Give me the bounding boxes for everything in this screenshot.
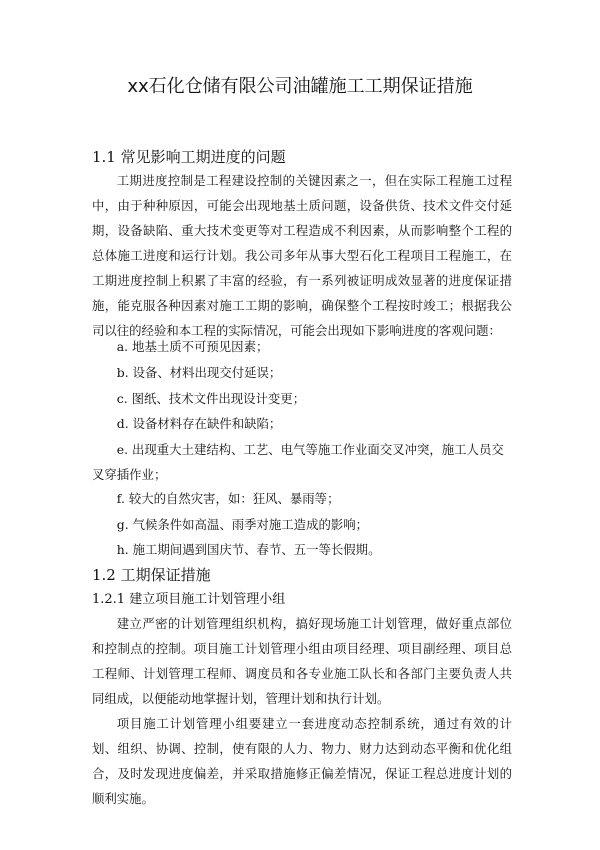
section-1-1-intro-paragraph: 工期进度控制是工程建设控制的关键因素之一，但在实际工程施工过程中，由于种种原因，可能会出现地基土质问题，设备供货、技术文件交付延期，设备缺陷、重大技术变更等对工程造成不利因素，从而影响整个工程的总体施工进度和运行计划。我公司多年从事大型石化工程项目工程施工，在工期进度控制上积累了丰富的经验，有一系列被证明成效显著的进度保证措施，能克服各种因素对施工工期的影响，确保整个工程按时竣工；根据我公司以往的经验和本工程的实际情况，可能会出现如下影响进度的客观问题： bbox=[92, 173, 512, 338]
subsection-heading-1-2-1: 1.2.1 建立项目施工计划管理小组 bbox=[92, 592, 286, 607]
section-1-2-1-paragraph-2: 项目施工计划管理小组要建立一套进度动态控制系统，通过有效的计划、组织、协调、控制，使有限的人力、物力、财力达到动态平衡和优化组合，及时发现进度偏差，并采取措施修正偏差情况，保证工程总进度计划的顺利实施。 bbox=[92, 716, 512, 806]
list-item-c: c. 图纸、技术文件出现设计变更； bbox=[116, 391, 306, 406]
list-item-a: a. 地基土质不可预见因素； bbox=[116, 339, 269, 354]
section-heading-1-2: 1.2 工期保证措施 bbox=[92, 566, 211, 584]
list-item-f: f. 较大的自然灾害，如：狂风、暴雨等； bbox=[116, 491, 340, 506]
list-item-g: g. 气候条件如高温、雨季对施工造成的影响； bbox=[116, 517, 369, 532]
list-item-b: b. 设备、材料出现交付延误； bbox=[116, 365, 282, 380]
section-1-2-1-paragraph-1: 建立严密的计划管理组织机构，搞好现场施工计划管理，做好重点部位和控制点的控制。项目施工计划管理小组由项目经理、项目副经理、项目总工程师、计划管理工程师、调度员和各专业施工队长和各部门主要负责人共同组成，以便能动地掌握计划，管理计划和执行计划。 bbox=[92, 616, 512, 706]
section-heading-1-1: 1.1 常见影响工期进度的问题 bbox=[92, 148, 286, 166]
list-item-e: e. 出现重大土建结构、工艺、电气等施工作业面交叉冲突，施工人员交叉穿插作业； bbox=[92, 442, 504, 482]
document-title: xx石化仓储有限公司油罐施工工期保证措施 bbox=[127, 76, 473, 97]
list-item-d: d. 设备材料存在缺件和缺陷； bbox=[116, 416, 282, 431]
list-item-h: h. 施工期间遇到国庆节、春节、五一等长假期。 bbox=[116, 542, 381, 557]
